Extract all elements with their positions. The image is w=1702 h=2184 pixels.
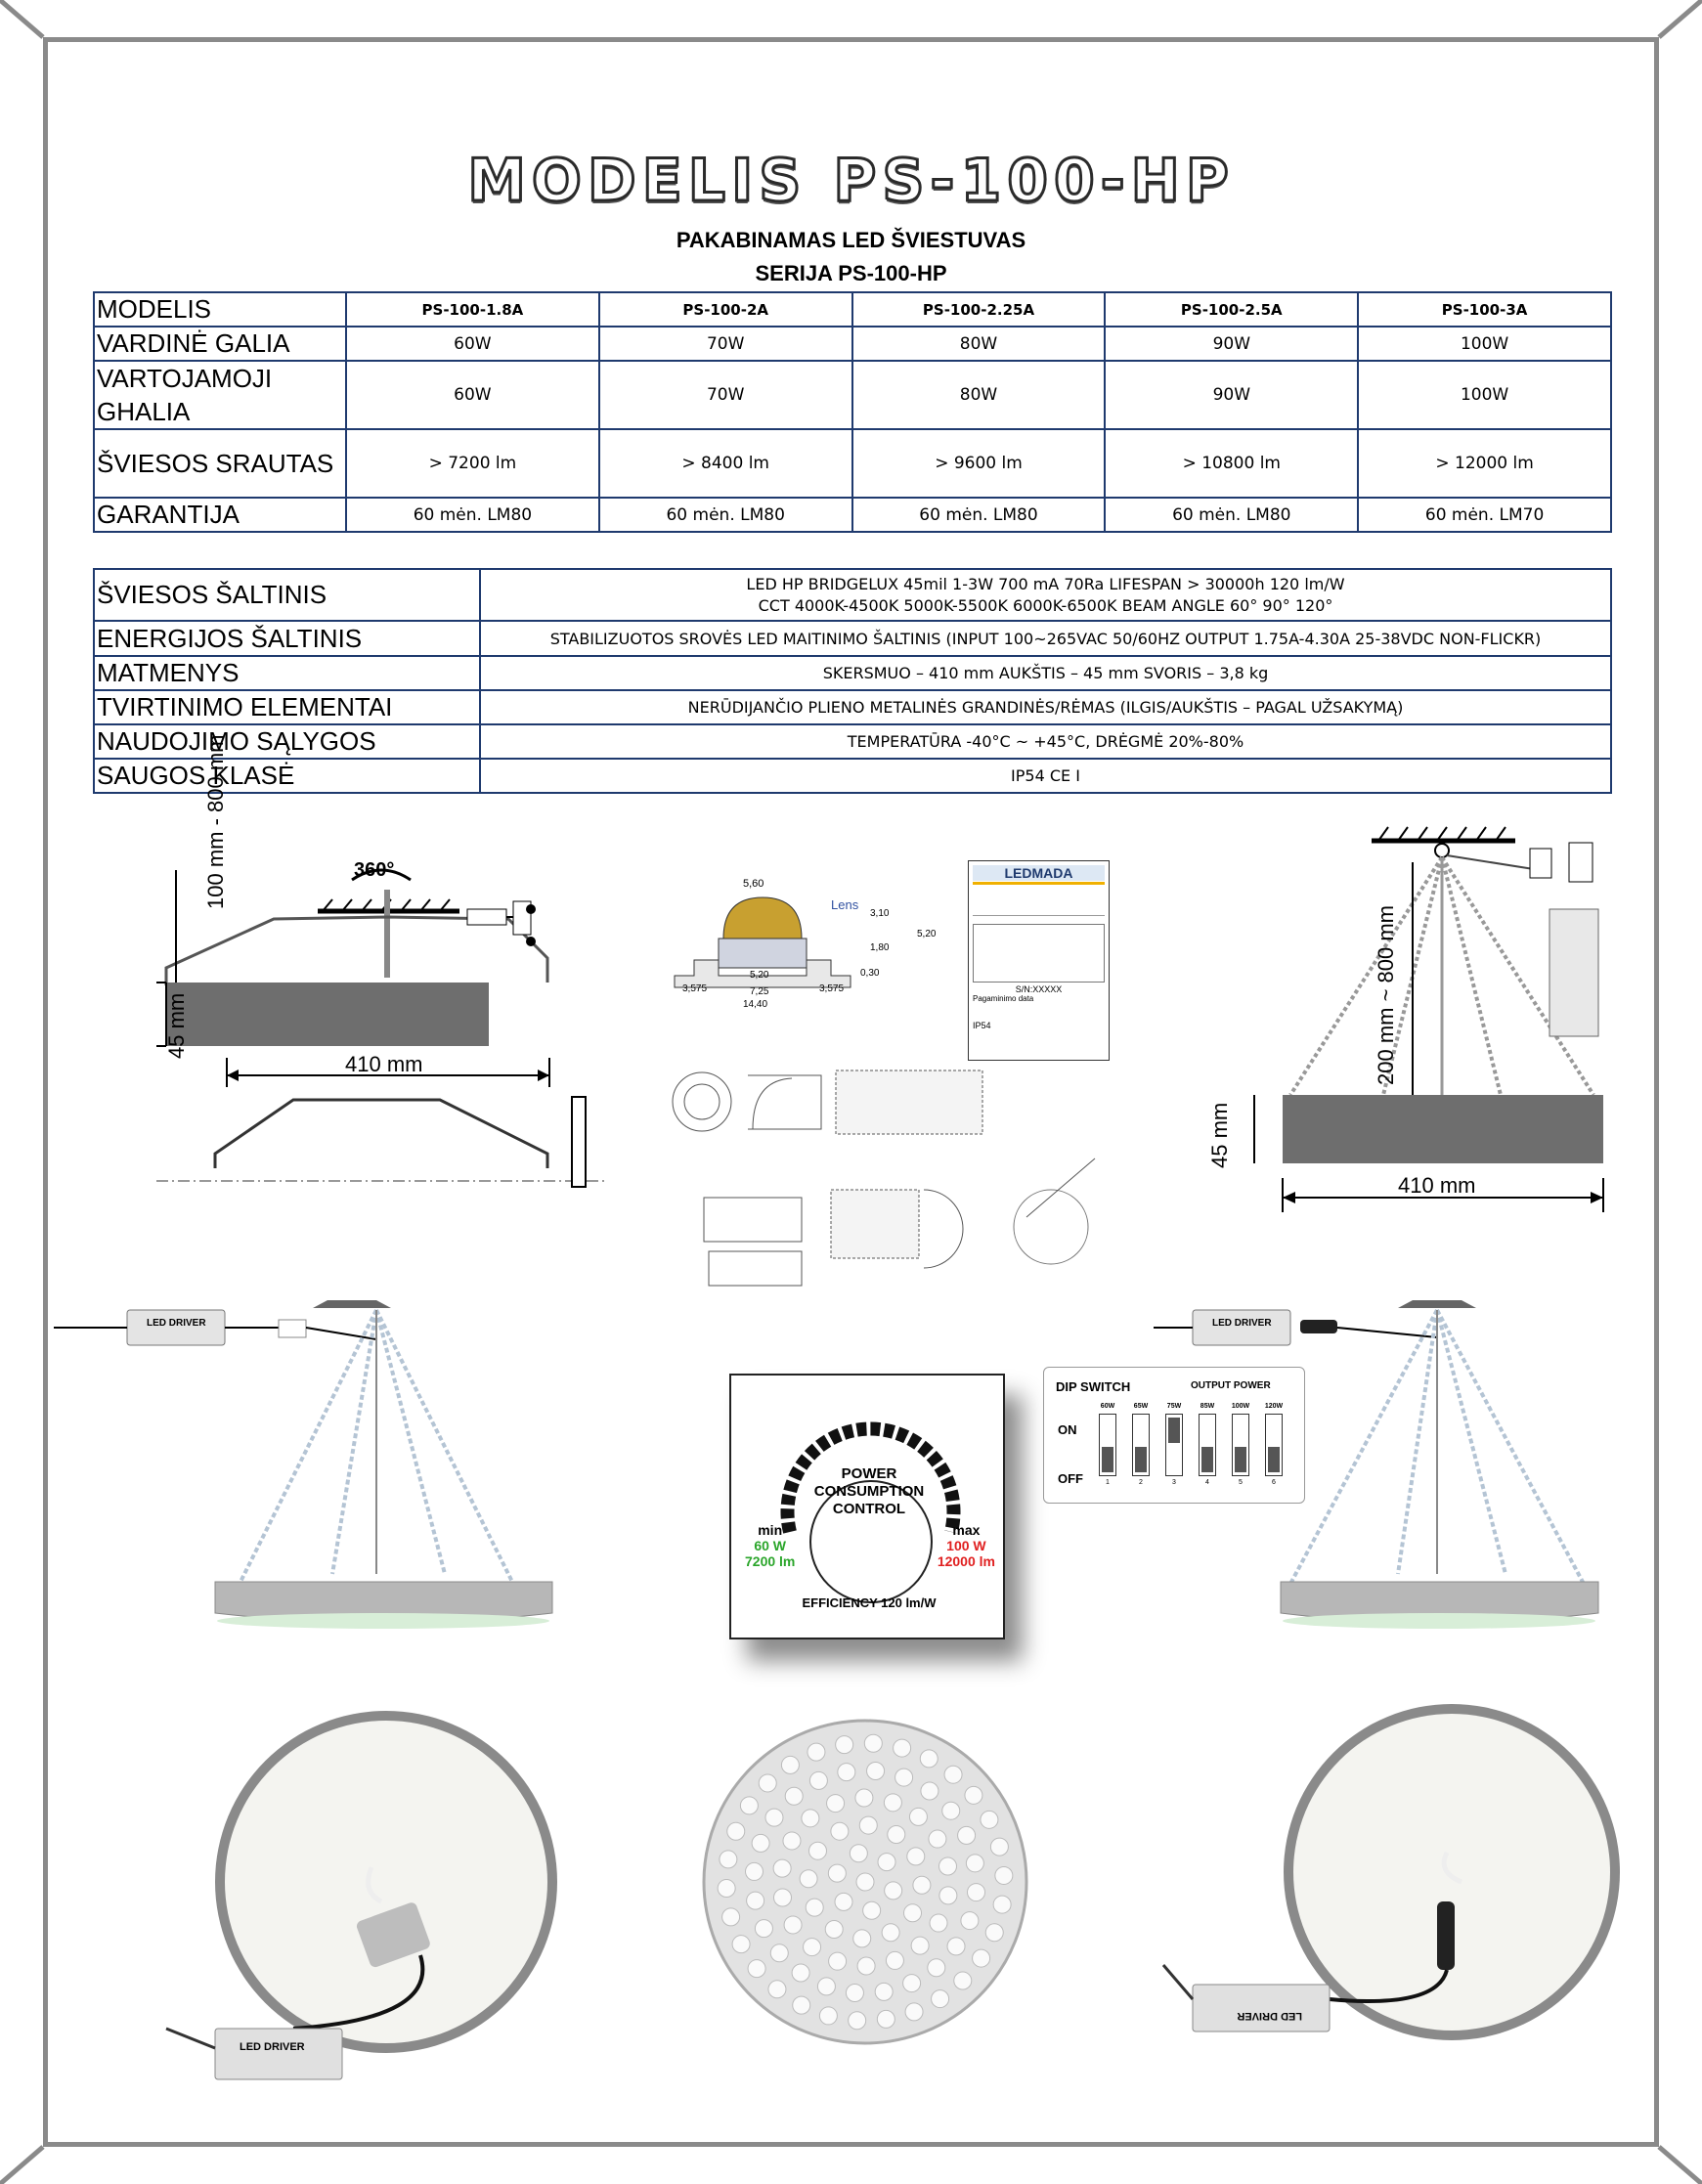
consumed-power-cell: 60W <box>346 361 599 429</box>
dip-title: DIP SWITCH <box>1056 1379 1131 1394</box>
led-dot <box>993 1896 1011 1913</box>
led-dot <box>968 1884 985 1901</box>
consumed-power-cell: 90W <box>1105 361 1358 429</box>
table-row <box>94 690 1611 724</box>
led-dot <box>850 1845 867 1862</box>
consumed-power-cell: 80W <box>852 361 1106 429</box>
led-driver-box <box>1193 1985 1330 2031</box>
led-dot <box>888 1825 905 1843</box>
led-board-photo <box>699 1716 1031 2048</box>
led-dot <box>966 1855 983 1872</box>
diameter-label: 410 mm <box>345 1052 423 1076</box>
led-dot <box>909 1808 927 1825</box>
led-dot <box>884 1794 901 1812</box>
led-dot <box>973 1949 990 1967</box>
led-dot <box>938 1857 956 1875</box>
led-dot <box>747 1892 764 1909</box>
led-dot <box>732 1936 750 1953</box>
model-cell: PS-100-2.25A <box>852 292 1106 327</box>
info-value: IP54 CE I <box>480 759 1611 793</box>
min-watt: 60 W <box>754 1538 787 1553</box>
led-dot <box>864 1734 882 1752</box>
led-dot <box>755 1920 772 1938</box>
info-value: NERŪDIJANČIO PLIENO METALINĖS GRANDINĖS/RĖMAS (ILGIS/AUKŠTIS – PAGAL UŽSAKYMĄ) <box>480 690 1611 724</box>
led-dot <box>793 1996 810 2014</box>
driver-label: LED DRIVER <box>1212 1318 1272 1329</box>
led-dot <box>838 1764 855 1781</box>
led-dot <box>722 1908 740 1926</box>
warranty-cell: 60 mėn. LM70 <box>1358 498 1611 532</box>
led-dot <box>783 1832 801 1850</box>
efficiency-label: EFFICIENCY 120 lm/W <box>802 1595 937 1610</box>
spec-table <box>93 291 1612 533</box>
led-dot <box>819 2007 837 2025</box>
led-dim-label: 5,20 <box>750 970 769 981</box>
model-cell: PS-100-3A <box>1358 292 1611 327</box>
led-dot <box>965 1786 982 1804</box>
led-dim-label: 3,10 <box>870 908 890 919</box>
table-row <box>94 361 1611 429</box>
led-dot <box>954 1972 972 1989</box>
max-label: max <box>952 1522 981 1538</box>
led-dot <box>849 2012 866 2030</box>
led-dot <box>857 1957 875 1975</box>
dip-power-label: 65W <box>1133 1403 1149 1410</box>
rated-power-cell: 80W <box>852 327 1106 361</box>
led-dot <box>835 1893 852 1910</box>
table-row <box>94 327 1611 361</box>
dip-off-label: OFF <box>1058 1471 1083 1486</box>
led-dot <box>878 1854 895 1871</box>
row-label-rated-power: VARDINĖ GALIA <box>94 327 346 361</box>
ip-rating: IP54 <box>973 1021 991 1030</box>
driver-label: LED DRIVER <box>1237 2010 1302 2022</box>
led-dot <box>770 1944 788 1962</box>
led-dim-label: 5,20 <box>917 929 937 939</box>
left-pendant-illustration <box>54 1281 562 1652</box>
led-dot <box>817 1978 835 1995</box>
right-dimension-drawing <box>1207 811 1628 1222</box>
subtitle-line2: SERIJA PS-100-HP <box>755 261 947 285</box>
row-label-flux: ŠVIESOS SRAUTAS <box>94 429 346 498</box>
led-dot <box>785 1787 803 1805</box>
info-label: MATMENYS <box>94 656 480 690</box>
led-dim-label: 5,60 <box>743 878 764 890</box>
led-dot <box>808 1842 826 1859</box>
led-dot <box>807 1743 825 1761</box>
info-value: SKERSMUO – 410 mm AUKŠTIS – 45 mm SVORIS – 3,8 kg <box>480 656 1611 690</box>
led-dot <box>740 1797 758 1814</box>
back-view-photo-left <box>147 1706 557 2097</box>
info-label: ŠVIESOS ŠALTINIS <box>94 569 480 621</box>
info-table <box>93 568 1612 794</box>
table-row <box>94 292 1611 327</box>
led-dot <box>765 1809 783 1826</box>
model-cell: PS-100-1.8A <box>346 292 599 327</box>
led-dot <box>981 1811 998 1828</box>
info-value: LED HP BRIDGELUX 45mil 1-3W 700 mA 70Ra LIFESPAN > 30000h 120 lm/W <box>746 574 1345 593</box>
led-dot <box>809 1771 827 1789</box>
lens-label: Lens <box>831 897 859 912</box>
led-dot <box>985 1924 1003 1942</box>
height-range-label: 100 mm - 800 mm <box>203 734 228 909</box>
power-title: POWER <box>841 1465 897 1482</box>
led-dot <box>947 1938 965 1955</box>
led-dot <box>827 1795 845 1813</box>
led-dim-label: 7,25 <box>750 986 769 997</box>
row-label-consumed-power: VARTOJAMOJI GHALIA <box>94 361 346 429</box>
led-dot <box>932 1990 949 2008</box>
led-dot <box>886 1951 903 1969</box>
led-dim-label: 14,40 <box>743 999 768 1010</box>
led-dot <box>829 1952 847 1970</box>
led-dot <box>990 1838 1008 1856</box>
led-dot <box>784 1916 802 1934</box>
led-dot <box>921 1782 938 1800</box>
dip-power-label: 75W <box>1166 1403 1182 1410</box>
led-dot <box>920 1750 938 1768</box>
subtitle-line1: PAKABINAMAS LED ŠVIESTUVAS <box>676 228 1026 252</box>
led-dot <box>774 1889 792 1906</box>
led-dot <box>831 1822 849 1840</box>
consumed-power-cell: 100W <box>1358 361 1611 429</box>
info-label: ENERGIJOS ŠALTINIS <box>94 621 480 656</box>
table-row <box>94 429 1611 498</box>
serial-number: S/N:XXXXX <box>1015 984 1063 994</box>
max-watt: 100 W <box>946 1538 986 1553</box>
led-dot <box>773 1859 791 1877</box>
table-row <box>94 724 1611 759</box>
rotation-label: 360° <box>354 859 395 881</box>
led-dot <box>759 1774 776 1792</box>
led-dim-label: 3,575 <box>682 983 708 994</box>
housing-side-view <box>166 983 489 1046</box>
led-dot <box>752 1834 769 1852</box>
flux-cell: > 10800 lm <box>1105 429 1358 498</box>
warranty-cell: 60 mėn. LM80 <box>1105 498 1358 532</box>
info-label: NAUDOJIMO SĄLYGOS <box>94 724 480 759</box>
rated-power-cell: 100W <box>1358 327 1611 361</box>
table-row <box>94 656 1611 690</box>
consumed-power-cell: 70W <box>599 361 852 429</box>
right-pendant-illustration <box>1154 1281 1662 1652</box>
dip-power-label: 100W <box>1231 1403 1250 1410</box>
led-dot <box>806 1899 823 1916</box>
led-dot <box>846 1985 863 2002</box>
info-value: CCT 4000K-4500K 5000K-5500K 6000K-6500K BEAM ANGLE 60° 90° 120° <box>758 595 1333 615</box>
table-row <box>94 498 1611 532</box>
driver-label: LED DRIVER <box>240 2041 305 2053</box>
led-dot <box>853 1930 871 1947</box>
led-dot <box>877 2010 895 2028</box>
led-dot <box>894 1739 911 1757</box>
rated-power-cell: 60W <box>346 327 599 361</box>
led-dot <box>904 1904 922 1922</box>
power-title: CONSUMPTION <box>813 1483 925 1500</box>
dip-number-label: 3 <box>1172 1479 1176 1486</box>
table-row <box>94 621 1611 656</box>
led-dot <box>828 1864 846 1882</box>
led-dot <box>911 1937 929 1954</box>
flux-cell: > 7200 lm <box>346 429 599 498</box>
driver-label: LED DRIVER <box>147 1318 206 1329</box>
thickness-label: 45 mm <box>1207 1102 1232 1168</box>
brand-logo: LEDMADA <box>973 865 1105 881</box>
max-lumen: 12000 lm <box>937 1553 995 1569</box>
led-dot <box>895 1769 913 1786</box>
led-dot <box>944 1766 962 1783</box>
led-dot <box>905 2003 923 2021</box>
dip-power-label: 60W <box>1100 1403 1115 1410</box>
dip-switch[interactable] <box>1130 1403 1152 1486</box>
led-dot <box>781 1756 799 1773</box>
lens-mechanical-drawing <box>665 1031 1154 1315</box>
led-dot <box>748 1960 765 1978</box>
led-dot <box>929 1830 946 1848</box>
led-dot <box>768 1981 786 1998</box>
row-label-model: MODELIS <box>94 292 346 327</box>
min-label: min <box>758 1522 783 1538</box>
dip-power-label: 120W <box>1264 1403 1284 1410</box>
info-label: SAUGOS KLASĖ <box>94 759 480 793</box>
led-dot <box>961 1912 979 1930</box>
led-dot <box>792 1964 809 1982</box>
diameter-label: 410 mm <box>1398 1173 1476 1198</box>
led-dim-label: 1,80 <box>870 942 890 953</box>
housing-side-view <box>1283 1095 1603 1163</box>
dip-switch[interactable] <box>1097 1403 1118 1486</box>
rated-power-cell: 70W <box>599 327 852 361</box>
dip-number-label: 6 <box>1272 1479 1276 1486</box>
led-dot <box>875 1983 893 2000</box>
led-dot <box>863 1901 881 1919</box>
dip-number-label: 2 <box>1139 1479 1143 1486</box>
led-dot <box>802 1810 819 1827</box>
led-dot <box>718 1880 735 1898</box>
dip-number-label: 4 <box>1205 1479 1209 1486</box>
model-cell: PS-100-2A <box>599 292 852 327</box>
model-cell: PS-100-2.5A <box>1105 292 1358 327</box>
led-dot <box>882 1924 899 1942</box>
warranty-cell: 60 mėn. LM80 <box>852 498 1106 532</box>
led-dot <box>907 1848 925 1865</box>
row-label-warranty: GARANTIJA <box>94 498 346 532</box>
info-value: STABILIZUOTOS SROVĖS LED MAITINIMO ŠALTINIS (INPUT 100~265VAC 50/60HZ OUTPUT 1.75A-4.30A 25-38VDC NON-FLICKR) <box>480 621 1611 656</box>
led-dot <box>836 1736 853 1754</box>
page-title: MODELIS PS-100-HP <box>467 147 1235 215</box>
flux-cell: > 12000 lm <box>1358 429 1611 498</box>
back-view-photo-right <box>1114 1706 1623 2058</box>
led-dot <box>942 1802 960 1819</box>
warranty-cell: 60 mėn. LM80 <box>599 498 852 532</box>
table-row <box>94 759 1611 793</box>
height-range-label: 200 mm ~ 800 mm <box>1374 904 1398 1085</box>
led-dot <box>855 1789 873 1807</box>
led-dim-label: 0,30 <box>860 968 880 979</box>
flux-cell: > 9600 lm <box>852 429 1106 498</box>
dip-power-label: 85W <box>1200 1403 1215 1410</box>
led-dot <box>856 1873 874 1891</box>
led-dot <box>930 1914 947 1932</box>
led-dot <box>903 1975 921 1992</box>
power-title: CONTROL <box>832 1501 906 1517</box>
led-chip-diagram <box>665 870 948 1017</box>
led-dot <box>745 1862 763 1880</box>
led-dot <box>800 1870 817 1888</box>
led-dot <box>720 1851 737 1868</box>
flux-cell: > 8400 lm <box>599 429 852 498</box>
info-value: TEMPERATŪRA -40°C ~ +45°C, DRĖGMĖ 20%-80% <box>480 724 1611 759</box>
dip-on-label: ON <box>1058 1422 1077 1437</box>
led-dim-label: 3,575 <box>819 983 845 994</box>
led-dot <box>727 1822 745 1840</box>
led-dot <box>913 1876 931 1894</box>
led-dot <box>939 1887 957 1904</box>
dip-number-label: 5 <box>1239 1479 1243 1486</box>
table-row <box>94 569 1611 621</box>
dip-output-label: OUTPUT POWER <box>1191 1380 1271 1391</box>
led-dot <box>804 1939 821 1956</box>
led-dot <box>995 1866 1013 1884</box>
made-date: Pagaminimo data <box>973 994 1034 1003</box>
thickness-label: 45 mm <box>164 992 189 1059</box>
led-dot <box>825 1921 843 1939</box>
dip-number-label: 1 <box>1106 1479 1110 1486</box>
led-driver-box <box>215 2029 342 2079</box>
led-dot <box>867 1762 885 1779</box>
rated-power-cell: 90W <box>1105 327 1358 361</box>
info-label: TVIRTINIMO ELEMENTAI <box>94 690 480 724</box>
power-control-panel <box>729 1374 1005 1639</box>
led-dot <box>859 1816 877 1834</box>
led-dot <box>958 1826 976 1844</box>
warranty-cell: 60 mėn. LM80 <box>346 498 599 532</box>
led-dot <box>885 1882 902 1900</box>
led-dot <box>928 1959 945 1977</box>
min-lumen: 7200 lm <box>745 1553 796 1569</box>
